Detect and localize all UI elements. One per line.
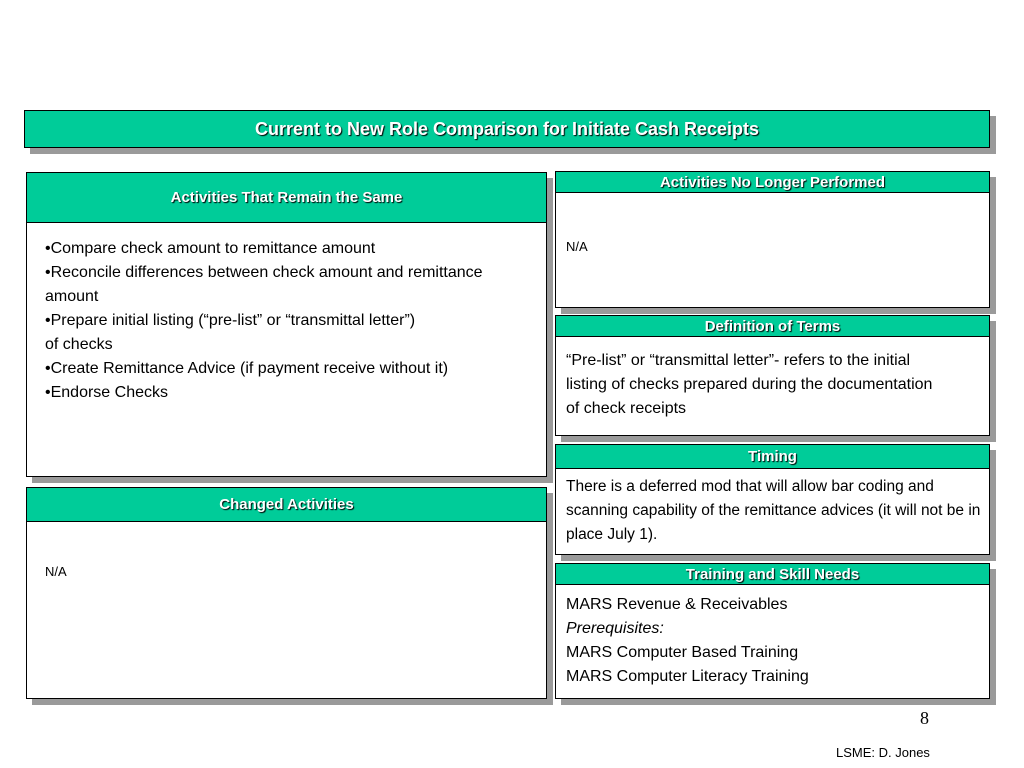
timing-panel — [555, 444, 990, 555]
changed-activities-text: N/A — [45, 564, 67, 579]
training-heading: Training and Skill Needs — [556, 564, 989, 585]
definition-of-terms-panel — [555, 315, 990, 436]
list-item: •Endorse Checks — [45, 384, 168, 401]
list-item: •Reconcile differences between check amount and remittance amount — [45, 264, 483, 305]
training-text — [556, 585, 989, 697]
training-line: MARS Revenue & Receivables — [566, 596, 788, 613]
footer-credit: LSME: D. Jones — [836, 745, 930, 760]
changed-activities-heading: Changed Activities — [27, 488, 546, 522]
title-banner — [24, 110, 990, 148]
remain-same-list — [27, 223, 546, 413]
remain-same-heading: Activities That Remain the Same — [27, 173, 546, 223]
timing-text: There is a deferred mod that will allow bar coding and scanning capability of the remittance advices (it will not be in place July 1). — [566, 478, 981, 543]
timing-heading: Timing — [556, 445, 989, 469]
remain-same-panel — [26, 172, 547, 477]
definition-line: listing of checks prepared during the documentation — [566, 376, 933, 393]
definition-of-terms-text — [556, 337, 989, 429]
definition-line: of check receipts — [566, 400, 687, 417]
list-item: •Create Remittance Advice (if payment receive without it) — [45, 360, 449, 377]
definition-line: “Pre-list” or “transmittal letter”- refers to the initial — [566, 352, 911, 369]
slide-title: Current to New Role Comparison for Initiate Cash Receipts — [25, 111, 989, 147]
list-item: of checks — [45, 336, 113, 353]
changed-activities-panel — [26, 487, 547, 699]
training-line: MARS Computer Literacy Training — [566, 668, 809, 685]
training-line: MARS Computer Based Training — [566, 644, 799, 661]
no-longer-performed-text: N/A — [566, 239, 588, 254]
no-longer-performed-panel — [555, 171, 990, 308]
page-number: 8 — [920, 708, 929, 728]
no-longer-performed-heading: Activities No Longer Performed — [556, 172, 989, 193]
list-item: •Prepare initial listing (“pre-list” or “transmittal letter”) — [45, 312, 416, 329]
definition-of-terms-heading: Definition of Terms — [556, 316, 989, 337]
training-panel — [555, 563, 990, 699]
prerequisites-label: Prerequisites: — [566, 620, 664, 637]
list-item: •Compare check amount to remittance amount — [45, 240, 376, 257]
